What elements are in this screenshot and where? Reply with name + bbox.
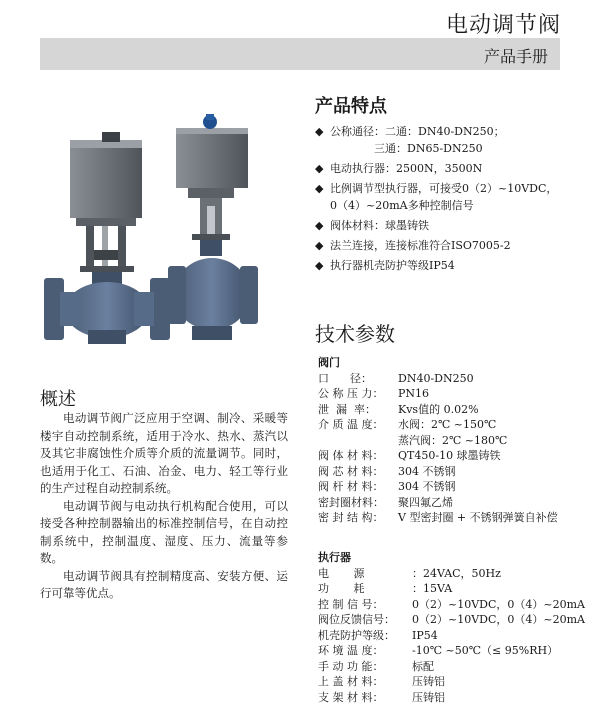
valve-specs [318,355,598,526]
spec-row [318,479,598,495]
spec-label: 支 架 材 料： [318,690,384,704]
spec-value: DN40-DN250 [398,371,474,385]
subtitle-band [40,38,560,70]
spec-row [318,371,598,387]
spec-row [318,448,598,464]
overview-text [40,410,288,603]
spec-label: 密 封 结 构： [318,511,384,524]
diamond-bullet-icon: ◆ [315,219,324,232]
overview-heading: 概述 [40,389,76,410]
diamond-bullet-icon: ◆ [315,239,324,252]
spec-value: ：15VA [412,582,453,595]
spec-row [318,402,598,418]
three-way-valve-image [168,114,258,340]
spec-row [318,386,598,402]
spec-value: 压铸铝 [412,690,445,704]
two-way-valve-image [44,132,170,344]
spec-row [318,433,598,449]
spec-row [318,464,598,480]
spec-value: 聚四氟乙烯 [398,495,453,509]
spec-label: 口 径： [318,371,372,385]
spec-label: 环 境 温 度： [318,644,384,657]
spec-value: 304 不锈钢 [398,480,456,493]
overview-paragraph: 电动调节阀与电动执行机构配合使用，可以接受各种控制器输出的标准控制信号，在自动控制系统中，控制温度、湿度、压力、流量等参数。 [40,498,288,565]
feature-item [315,257,590,274]
diamond-bullet-icon: ◆ [315,182,324,195]
actuator-subheading: 执行器 [318,551,351,564]
spec-value: 0（2）~10VDC，0（4）~20mA [412,613,585,626]
spec-row [318,659,598,675]
overview-paragraph: 电动调节阀具有控制精度高、安装方便、运行可靠等优点。 [40,568,288,600]
spec-label: 阀 体 材 料： [318,449,384,462]
spec-value: QT450-10 球墨铸铁 [398,449,501,462]
feature-item [315,237,590,254]
features-list [315,123,590,277]
feature-line: 三通：DN65-DN250 [374,142,483,155]
document-subtitle: 产品手册 [483,47,548,66]
diamond-bullet-icon: ◆ [315,162,324,175]
spec-row [318,510,598,526]
spec-label: 功 耗 [318,582,365,595]
spec-label: 电 源 [318,566,365,580]
spec-label: 控 制 信 号： [318,597,384,611]
feature-line: 执行器机壳防护等级IP54 [330,259,455,272]
spec-row [318,495,598,511]
feature-line: 电动执行器：2500N，3500N [330,162,483,175]
spec-value: V 型密封圈 + 不锈钢弹簧自补偿 [398,511,558,524]
feature-item [315,123,590,157]
feature-line: 阀体材料：球墨铸铁 [330,219,429,232]
spec-value: 蒸汽阀：2℃ ~180℃ [398,433,508,447]
spec-label: 阀 杆 材 料： [318,480,384,493]
feature-line: 0（4）~20mA多种控制信号 [330,199,474,212]
spec-label: 上 盖 材 料： [318,675,384,688]
spec-value: PN16 [398,387,430,400]
feature-line: 法兰连接，连接标准符合ISO7005-2 [330,239,511,252]
feature-line: 公称通径：二通：DN40-DN250； [330,125,505,138]
overview-paragraph: 电动调节阀广泛应用于空调、制冷、采暖等楼宇自动控制系统，适用于冷水、热水、蒸汽以及其它非腐蚀性介质等介质的流量调节。同时，也适用于化工、石油、冶金、电力、轻工等行业的生产过程自动控制系统。 [40,411,288,495]
diamond-bullet-icon: ◆ [315,259,324,272]
feature-item [315,180,590,214]
actuator-specs [318,550,598,705]
spec-row [318,628,598,644]
spec-row [318,643,598,659]
spec-row [318,690,598,706]
document-title: 电动调节阀 [445,13,561,38]
spec-row [318,612,598,628]
spec-row [318,597,598,613]
spec-value: 压铸铝 [412,675,445,688]
tech-heading: 技术参数 [315,322,395,346]
spec-label: 阀位反馈信号： [318,613,395,626]
spec-value: 304 不锈钢 [398,464,456,478]
spec-label: 泄 漏 率： [318,402,376,416]
spec-value: IP54 [412,628,438,642]
spec-value: -10℃ ~50℃（≤ 95%RH） [412,644,559,657]
spec-value: Kvs值的 0.02% [398,402,479,416]
spec-label: 密封圈材料： [318,495,384,509]
spec-label [318,433,398,449]
spec-value: 0（2）~10VDC，0（4）~20mA [412,597,585,611]
diamond-bullet-icon: ◆ [315,125,324,138]
spec-row [318,566,598,582]
features-heading: 产品特点 [315,96,387,117]
feature-item [315,217,590,234]
spec-value: ：24VAC，50Hz [412,566,501,580]
spec-label: 阀 芯 材 料： [318,464,384,478]
spec-row [318,581,598,597]
spec-row [318,417,598,433]
spec-value: 水阀：2℃ ~150℃ [398,418,497,431]
product-photo [40,110,290,380]
spec-label: 机壳防护等级： [318,628,395,642]
spec-label: 手 动 功 能： [318,659,384,673]
spec-label: 介 质 温 度： [318,418,384,431]
spec-row [318,674,598,690]
spec-label: 公 称 压 力： [318,387,384,400]
spec-value: 标配 [412,659,434,673]
feature-item [315,160,590,177]
feature-line: 比例调节型执行器，可接受0（2）~10VDC， [330,182,558,195]
valve-subheading: 阀门 [318,356,340,369]
